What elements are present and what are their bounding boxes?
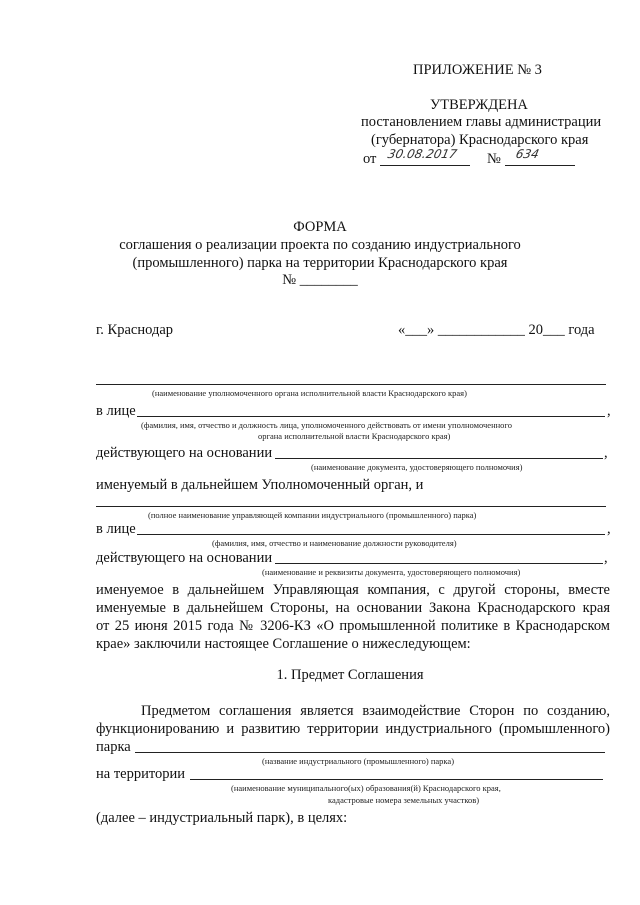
section-p2: функционированию и развитию территории индустриального (промышленного) xyxy=(96,721,610,737)
doc-hint-2: (наименование и реквизиты документа, удостоверяющего полномочия) xyxy=(262,567,521,577)
head-hint: (фамилия, имя, отчество и наименование должности руководителя) xyxy=(212,538,457,548)
section-p1: Предметом соглашения является взаимодействие Сторон по созданию, xyxy=(141,703,610,719)
authority-hint: (наименование уполномоченного органа исполнительной власти Краснодарского края) xyxy=(152,388,467,398)
person-hint-2: органа исполнительной власти Краснодарского края) xyxy=(258,431,451,441)
para-line-3: от 25 июня 2015 года № 3206-КЗ «О промышленной политике в Краснодарском xyxy=(96,618,610,634)
territory-hint-1: (наименование муниципального(ых) образования(й) Краснодарского края, xyxy=(231,783,501,793)
appendix-label: ПРИЛОЖЕНИЕ № 3 xyxy=(413,62,542,78)
approval-line-2: (губернатора) Краснодарского края xyxy=(371,132,589,148)
named-authority: именуемый в дальнейшем Уполномоченный орган, и xyxy=(96,477,424,493)
park-hint: (название индустриального (промышленного) парка) xyxy=(262,756,455,766)
approved-label: УТВЕРЖДЕНА xyxy=(430,97,528,113)
person-line[interactable] xyxy=(137,416,605,417)
basis-line[interactable] xyxy=(275,458,603,459)
acting-basis-label-2: действующего на основании xyxy=(96,550,273,566)
comma: , xyxy=(607,403,611,419)
park-line[interactable] xyxy=(135,752,605,753)
form-title: ФОРМА xyxy=(293,219,347,235)
city: г. Краснодар xyxy=(96,322,174,338)
number-prefix: № xyxy=(487,151,501,167)
para-line-4: крае» заключили настоящее Соглашение о нижеследующем: xyxy=(96,636,471,652)
approval-line-1: постановлением главы администрации xyxy=(361,114,602,130)
title-line-2: (промышленного) парка на территории Краснодарского края xyxy=(132,255,508,271)
basis-line-2[interactable] xyxy=(275,563,603,564)
territory-label: на территории xyxy=(96,766,186,782)
company-name-line[interactable] xyxy=(96,506,606,507)
title-line-1: соглашения о реализации проекта по созданию индустриального xyxy=(119,237,521,253)
date-blank: «___» ____________ 20___ года xyxy=(398,322,595,338)
handwritten-date: 30.08.2017 xyxy=(386,147,459,161)
territory-hint-2: кадастровые номера земельных участков) xyxy=(328,795,480,805)
in-person-label-2: в лице xyxy=(96,521,136,537)
authority-name-line[interactable] xyxy=(96,384,606,385)
person-hint-1: (фамилия, имя, отчество и должность лица, уполномоченного действовать от имени уполномоченного xyxy=(141,420,512,430)
acting-basis-label: действующего на основании xyxy=(96,445,273,461)
doc-hint: (наименование документа, удостоверяющего полномочия) xyxy=(311,462,523,472)
number-underline xyxy=(505,165,575,166)
in-person-label: в лице xyxy=(96,403,136,419)
park-label: парка xyxy=(96,739,131,755)
comma: , xyxy=(607,521,611,537)
company-hint: (полное наименование управляющей компании индустриального (промышленного) парка) xyxy=(148,510,477,520)
section-tail: (далее – индустриальный парк), в целях: xyxy=(96,810,348,826)
para-line-1: именуемое в дальнейшем Управляющая компания, с другой стороны, вместе xyxy=(96,582,610,598)
comma: , xyxy=(604,550,608,566)
section-heading: 1. Предмет Соглашения xyxy=(276,667,424,683)
date-prefix: от xyxy=(363,151,377,167)
territory-line[interactable] xyxy=(190,779,603,780)
date-underline xyxy=(380,165,470,166)
handwritten-number: 634 xyxy=(514,147,541,161)
para-line-2: именуемые в дальнейшем Стороны, на основании Закона Краснодарского края xyxy=(96,600,610,616)
agreement-number: № ________ xyxy=(282,272,358,288)
comma: , xyxy=(604,445,608,461)
head-line[interactable] xyxy=(137,534,605,535)
